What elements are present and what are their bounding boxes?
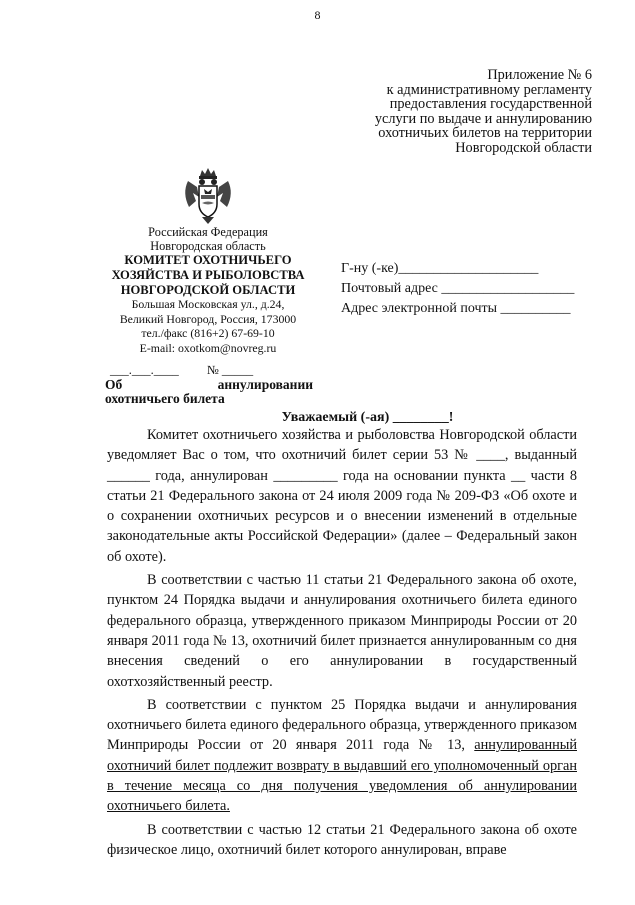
annex-line: услуги по выдаче и аннулированию [374,110,592,127]
page-number: 8 [314,8,321,22]
subject-word: Об [105,377,123,392]
subject-word: аннулировании [217,377,313,392]
letter-body [107,425,577,863]
sender-address-city: Великий Новгород, Россия, 173000 [119,311,297,326]
body-paragraph: В соответствии с частью 12 статьи 21 Федерального закона об охоте физическое лицо, охотничий билет которого аннулирован, вправе [107,821,577,858]
subject-line: охотничьего билета [105,391,225,406]
recipient-email-field: Адрес электронной почты __________ [341,301,571,316]
annex-line: охотничьих билетов на территории [378,125,592,142]
greeting: Уважаемый (-ая) ________! [281,410,454,425]
body-paragraph: В соответствии с частью 11 статьи 21 Федерального закона об охоте, пунктом 24 Порядка выдачи и аннулирования охотничьего билета единого федерального образца, утвержденного приказом Минприроды России от 20 января 2011 года № 13, охотничий билет признается аннулированным со дня внесения сведений о его аннулировании в государственный охотхозяйственный реестр. [107,572,577,690]
underlined-notice: аннулированный охотничий билет подлежит возврату в выдавший его уполномоченный орган в течение месяца со дня получения уведомления об аннулировании охотничьего билета. [107,737,577,815]
org-line: НОВГОРОДСКОЙ ОБЛАСТИ [120,282,296,297]
annex-line: к административному регламенту [386,81,592,98]
recipient-block [341,259,574,319]
registration-line: ___.___.____ № _____ [110,363,254,377]
sender-country: Российская Федерация [148,225,268,239]
body-paragraph: Комитет охотничьего хозяйства и рыболовства Новгородской области уведомляет Вас о том, что охотничий билет серии 53 № ____, выданный ______ года, аннулирован _________ года на основании пункта __ части 8 статьи 21 Федерального закона от 24 июля 2009 года № 209-ФЗ «Об охоте и о сохранении охотничьих ресурсов и о внесении изменений в отдельные законодательные акты Российской Федерации» (далее – Федеральный закон об охоте). [107,427,577,565]
org-line: ХОЗЯЙСТВА И РЫБОЛОВСТВА [111,268,305,282]
sender-address-street: Большая Московская ул., д.24, [131,297,285,312]
sender-phone: тел./факс (816+2) 67-69-10 [141,326,275,341]
recipient-postal-field: Почтовый адрес ___________________ [341,281,575,296]
coat-of-arms-icon [180,167,236,225]
body-paragraph [107,695,577,817]
annex-line: Новгородской области [455,139,592,156]
annex-line: Приложение № 6 [487,67,592,83]
annex-line: предоставления государственной [389,96,592,113]
paragraph-text: В соответствии с пунктом 25 Порядка выдачи и аннулирования охотничьего билета единого федерального образца, утвержденного приказом Минприроды России от 20 января 2011 года № 13, [107,696,577,754]
letter-subject [105,378,313,406]
sender-email: E-mail: oxotkom@novreg.ru [139,340,277,355]
sender-region: Новгородская область [150,239,266,254]
recipient-name-field: Г-ну (-ке)____________________ [341,261,539,276]
sender-org-name [100,253,316,297]
sender-block [100,225,316,356]
org-line: КОМИТЕТ ОХОТНИЧЬЕГО [124,253,292,268]
annex-header [272,68,592,156]
